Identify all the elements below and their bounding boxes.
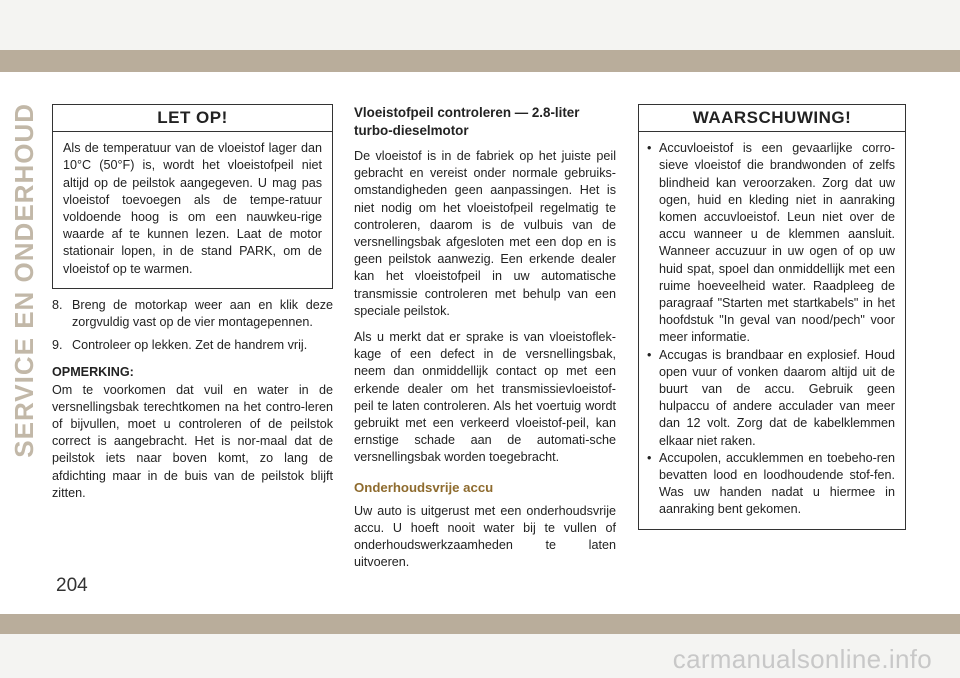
fluid-check-heading: Vloeistofpeil controleren — 2.8-liter turbo-dieselmotor <box>354 105 580 138</box>
warning-bullets <box>639 132 905 528</box>
warning-bullet <box>647 450 895 519</box>
step-number: 8. <box>52 297 63 312</box>
warning-bullet <box>647 347 895 450</box>
step-text: Controleer op lekken. Zet de handrem vrij. <box>72 338 308 353</box>
bullet-text: Accugas is brandbaar en explosief. Houd open vuur of vonken daarom altijd uit de buurt van de accu. Gebruik geen hulpaccu of andere acculader van meer dan 12 volt. Zorg dat de kabelklemmen elkaar niet raken. <box>659 347 895 448</box>
top-margin <box>0 0 960 50</box>
warning-box <box>638 104 906 530</box>
section-title-text: SERVICE EN ONDERHOUD <box>8 102 39 458</box>
caution-text: Als de temperatuur van de vloeistof lager dan 10°C (50°F) is, wordt het vloeistofpeil niet altijd op de peilstok aangegeven. U mag pas vloeistof toevoegen als de tempe-ratuur voldoende hoog is om een nauwkeu-rige waarde af te kunnen lezen. Laat de motor stationair lopen, in de stand PARK, om de vloeistof op te warmen. <box>63 141 322 276</box>
paragraph: Als u merkt dat er sprake is van vloeistoflek-kage of een defect in de versnellingsbak, neem dan onmiddellijk contact op met een erkende dealer om het transmissievloeistof-peil te laten controleren. Als het voertuig wordt gebruikt met een verkeerd vloeistof-peil, kan ernstige schade aan de automati-sche versnellingsbak worden toegebracht. <box>354 330 616 465</box>
paragraph: Uw auto is uitgerust met een onderhoudsvrije accu. U hoeft nooit water bij te vullen of onderhoudswerkzaamheden te laten uitvoeren. <box>354 503 616 570</box>
header-band <box>0 50 960 72</box>
steps-list <box>52 297 333 355</box>
step-text: Breng de motorkap weer aan en klik deze zorgvuldig vast op de vier montagepennen. <box>72 297 333 330</box>
step-item <box>52 297 333 331</box>
warning-title: WAARSCHUWING! <box>639 105 905 132</box>
section-title-vertical <box>4 100 44 460</box>
right-column <box>638 104 906 530</box>
step-item <box>52 337 333 354</box>
battery-subheading: Onderhoudsvrije accu <box>354 479 494 495</box>
note-text: Om te voorkomen dat vuil en water in de versnellingsbak terechtkomen na het contro-leren of bijvullen, moet u controleren of de peilstok correct is aangebracht. Het is nor-maal dat de peilstok iets naar boven komt, zo lang de afdichting maar in de buis van de peilstok blijft zitten. <box>52 382 333 500</box>
caution-title: LET OP! <box>53 105 332 132</box>
footer-band <box>0 614 960 634</box>
caution-box <box>52 104 333 289</box>
paragraph: De vloeistof is in de fabriek op het juiste peil gebracht en vereist onder normale gebruiks-omstandigheden geen aanpassingen. Het is niet nodig om het vloeistofpeil regelmatig te controleren, daarom is de vulbuis van de versnellingsbak afgesloten met een dop en is geen peilstok aanwezig. Een erkende dealer kan het vloeistofpeil in uw automatische transmissie controleren met behulp van een speciale peilstok. <box>354 149 616 318</box>
bullet-text: Accuvloeistof is een gevaarlijke corro-sieve vloeistof die brandwonden of zelfs blindheid kan veroorzaken. Zorg dat uw ogen, huid en kleding niet in aanraking komen accuvloeistof. Leun niet over de accu wanneer u de klemmen aansluit. Wanneer accuzuur in uw ogen of op uw huid spat, spoel dan onmiddellijk met een ruime hoeveelheid water. Raadpleeg de paragraaf "Starten met startkabels" in het hoofdstuk "In geval van nood/pech" voor meer informatie. <box>659 141 895 345</box>
left-column <box>52 104 333 502</box>
warning-bullet <box>647 140 895 346</box>
bullet-icon: • <box>647 347 652 362</box>
note-label: OPMERKING: <box>52 365 134 380</box>
watermark: carmanualsonline.info <box>672 644 932 674</box>
bullet-text: Accupolen, accuklemmen en toebeho-ren bevatten lood en loodhoudende stof-fen. Was uw handen nadat u hiermee in aanraking bent gekomen. <box>659 450 895 517</box>
bullet-icon: • <box>647 450 652 465</box>
middle-column <box>354 104 616 581</box>
step-number: 9. <box>52 338 63 353</box>
page-number: 204 <box>56 575 88 596</box>
bullet-icon: • <box>647 141 652 156</box>
